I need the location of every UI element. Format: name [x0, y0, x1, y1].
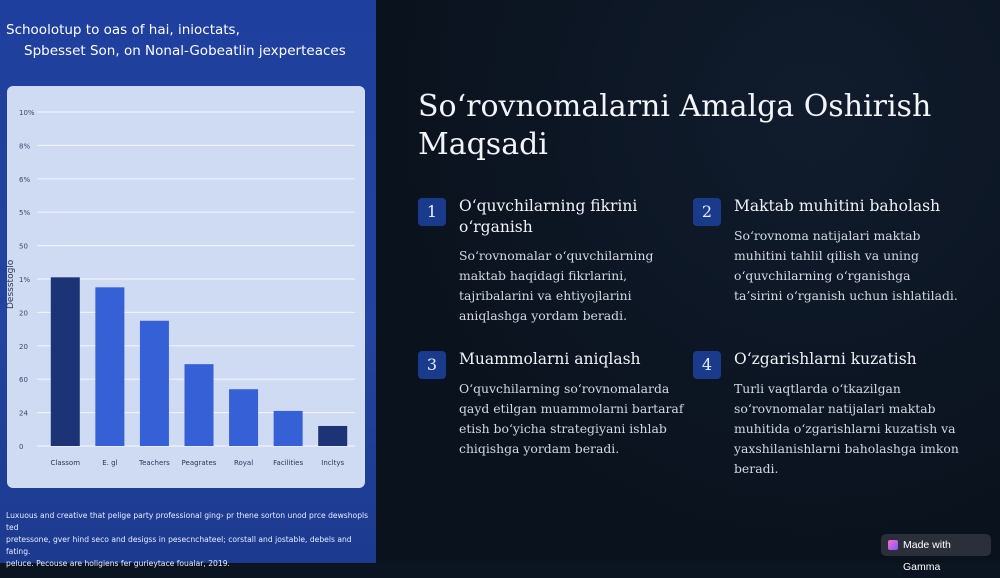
bar-chart-card [7, 86, 365, 488]
x-tick-label: Teachers [139, 459, 170, 467]
y-tick-label: 8% [19, 142, 31, 151]
y-tick-label: 20 [19, 342, 28, 351]
x-tick-label: Classom [50, 459, 81, 467]
caption-line1: Luxuous and creative that pelige party professional ging› pr thene sorton unod prce dewshopls ted [6, 511, 369, 532]
chart-title [6, 20, 372, 62]
point-title-4: O‘zgarishlarni kuzatish [734, 350, 917, 368]
bar-facilities [274, 411, 303, 446]
y-tick-label: 1% [19, 276, 31, 284]
point-title-1: O‘quvchilarning fikrini o‘rganish [459, 197, 638, 236]
chart-title-line2: Spbesset Son, on Nonal-Gobeatlin jexperteaces [24, 43, 346, 59]
made-with-gamma-badge[interactable] [881, 534, 991, 573]
content-panel [376, 0, 1000, 563]
x-tick-label: Royal [233, 459, 254, 467]
number-badge-1: 1 [418, 198, 446, 226]
gamma-logo-icon [888, 540, 898, 550]
y-tick-label: 0 [19, 443, 24, 451]
y-tick-label: 5% [19, 209, 31, 218]
y-tick-label: 10% [19, 109, 35, 117]
slide-title: So‘rovnomalarni Amalga Oshirish Maqsadi [418, 89, 932, 162]
point-text-3: O‘quvchilarning so‘rovnomalarda qayd etilgan muammolarni bartaraf etish bo‘yicha strategiyani ishlab chiqishga yordam beradi. [459, 381, 684, 456]
bar-classom [51, 277, 80, 446]
x-tick-label: Incltys [321, 459, 345, 467]
number-badge-4: 4 [693, 351, 721, 379]
badge-label: Made with Gamma [903, 539, 951, 573]
bar-e-gl [95, 287, 124, 446]
x-tick-label: Peagrates [181, 459, 217, 467]
point-title-3: Muammolarni aniqlash [459, 350, 641, 368]
bar-teachers [140, 321, 169, 446]
bar-royal [229, 389, 258, 446]
x-tick-label: E. gl [102, 459, 118, 467]
y-tick-label: 60 [19, 376, 28, 385]
point-title-2: Maktab muhitini baholash [734, 197, 941, 215]
bar-chart [7, 86, 365, 488]
chart-title-line1: Schoolotup to oas of hai, inioctats, [6, 22, 240, 38]
y-tick-label: 50 [19, 242, 28, 251]
y-tick-label: 24 [19, 409, 28, 418]
number-badge-3: 3 [418, 351, 446, 379]
y-tick-label: 20 [19, 309, 28, 318]
x-tick-label: Facilities [273, 459, 304, 467]
number-badge-2: 2 [693, 198, 721, 226]
image-panel [0, 0, 376, 568]
point-text-1: So‘rovnomalar o‘quvchilarning maktab haqidagi fikrlarini, tajribalarini va ehtiyojlarini aniqlashga yordam beradi. [459, 248, 654, 323]
point-text-4: Turli vaqtlarda o‘tkazilgan so‘rovnomalar natijalari maktab muhitida o‘zgarishlarni kuzatish va yaxshilanishlarni baholashga imkon beradi. [734, 381, 959, 476]
caption-line2: pretessone, gver hind seco and desigss in pesecnchateel; corstall and jostable, debels and fating. [6, 535, 352, 556]
bar-incltys [318, 426, 347, 446]
bar-peagrates [185, 364, 214, 446]
point-text-2: So‘rovnoma natijalari maktab muhitini tahlil qilish va uning o‘quvchilarning o‘rganishga ta’sirini o‘rganish uchun ishlatiladi. [734, 228, 958, 303]
chart-caption [6, 510, 372, 570]
y-axis-label: Dessstoglo [6, 259, 16, 309]
caption-line3: peluce. Pecouse are holigiens fer gurieytace foualar, 2019. [6, 559, 230, 568]
y-tick-label: 6% [19, 175, 31, 184]
